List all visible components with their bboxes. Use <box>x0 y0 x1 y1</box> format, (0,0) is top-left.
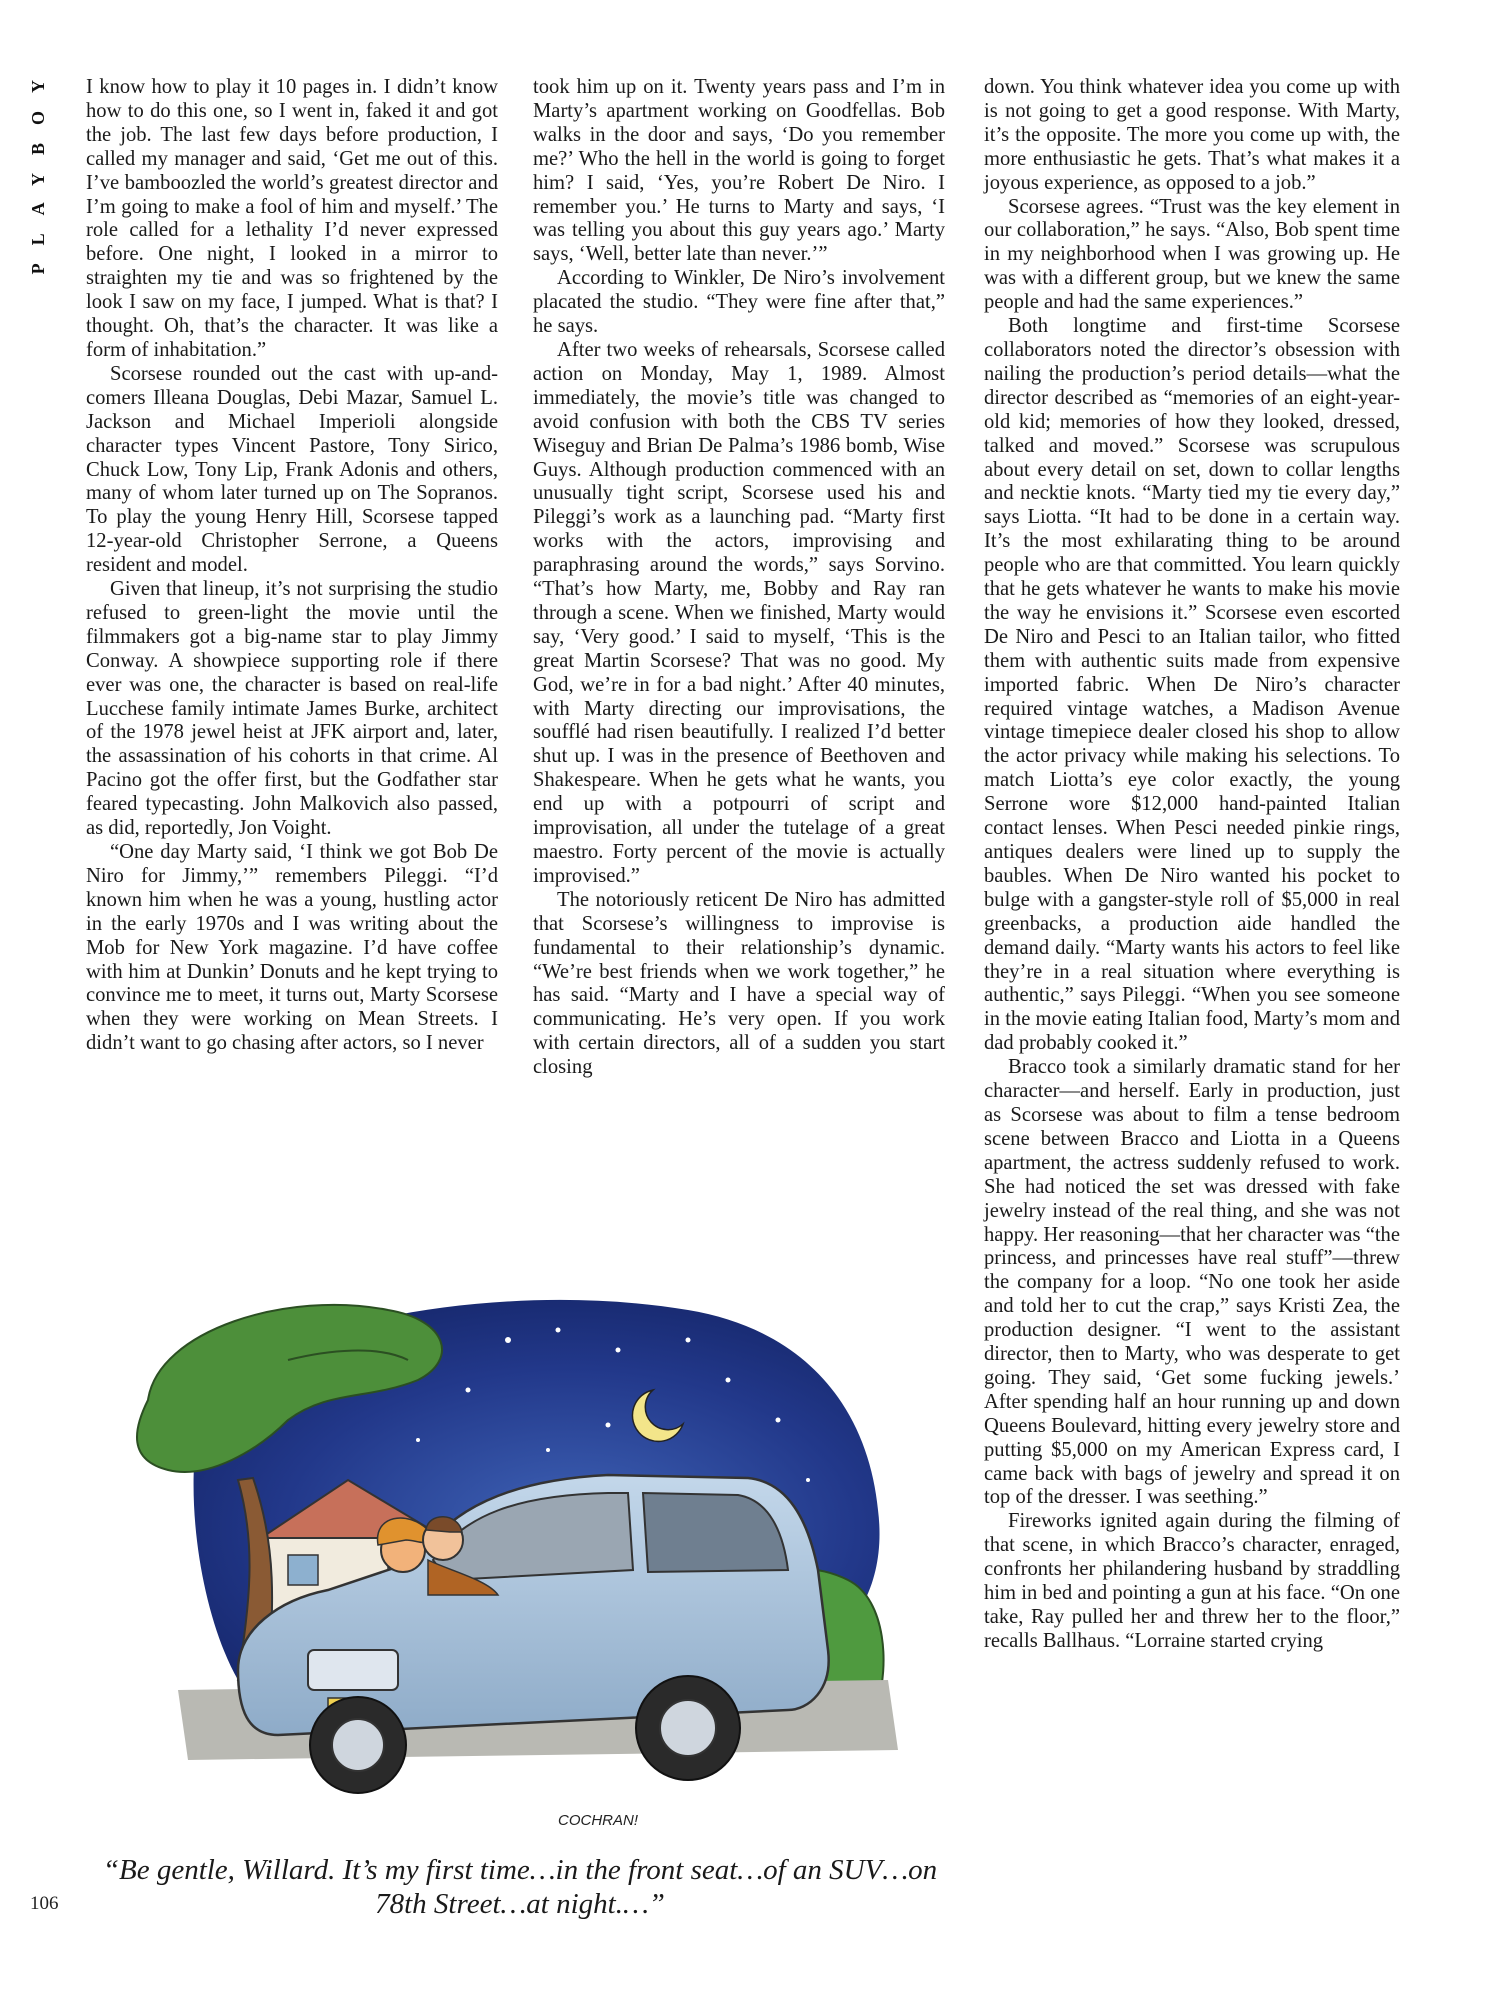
paragraph: Scorsese agrees. “Trust was the key element in our collaboration,” he says. “Also, Bob spent time in my neighborhood when I was growing up. He was with a different group, but we knew the same people and had the same experiences.” <box>984 195 1400 314</box>
paragraph: Fireworks ignited again during the filming of that scene, in which Bracco’s character, enraged, confronts her philandering husband by straddling him in bed and pointing a gun at his face. “On one take, Ray pulled her and threw her to the floor,” recalls Ballhaus. “Lorraine started crying <box>984 1510 1400 1652</box>
paragraph: After two weeks of rehearsals, Scorsese called action on Monday, May 1, 1989. Almost immediately, the movie’s title was changed to avoid confusion with both the CBS TV series Wiseguy and Brian De Palma’s 1986 bomb, Wise Guys. Although production commenced with an unusually tight script, Scorsese used his and Pileggi’s work as a launching pad. “Marty first works with the actors, improvising and paraphrasing around the words,” says Sorvino. “That’s how Marty, me, Bobby and Ray ran through a scene. When we finished, Marty would say, ‘Very good.’ I said to myself, ‘This is the great Martin Scorsese? That was no good. My God, we’re in for a bad night.’ After 40 minutes, with Marty directing our improvisations, the soufflé had risen beautifully. I realized I’d better shut up. I was in the presence of Beethoven and Shakespeare. When he gets what he wants, you end up with a potpourri of script and improvisation, all under the tutelage of a great maestro. Forty percent of the movie is actually improvised.” <box>533 338 945 887</box>
paragraph: down. You think whatever idea you come up with is not going to get a good response. With Marty, it’s the opposite. The more you come up with, the more enthusiastic he gets. That’s what makes it a joyous experience, as opposed to a job.” <box>984 76 1400 194</box>
page-number: 106 <box>30 1893 59 1914</box>
article-column-3 <box>984 76 1400 1654</box>
paragraph: Scorsese rounded out the cast with up-and-comers Illeana Douglas, Debi Mazar, Samuel L. Jackson and Michael Imperioli alongside character types Vincent Pastore, Tony Sirico, Chuck Low, Tony Lip, Frank Adonis and others, many of whom later turned up on The Sopranos. To play the young Henry Hill, Scorsese tapped 12-year-old Christopher Serrone, a Queens resident and model. <box>86 362 498 577</box>
masthead: PLAYBOY <box>28 62 48 275</box>
paragraph: The notoriously reticent De Niro has admitted that Scorsese’s willingness to improvise is fundamental to their relationship’s dynamic. “We’re best friends when we work together,” he has said. “Marty and I have a special way of communicating. He’s very open. If you work with certain directors, all of a sudden you start closing <box>533 888 945 1079</box>
paragraph: I know how to play it 10 pages in. I didn’t know how to do this one, so I went in, faked it and got the job. The last few days before production, I called my manager and said, ‘Get me out of this. I’ve bamboozled the world’s greatest director and I’m going to make a fool of him and myself.’ The role called for a lethality I’d never expressed before. One night, I looked in a mirror to straighten my tie and was so frightened by the look I saw on my face, I jumped. What is that? I thought. Oh, that’s the character. It was like a form of inhabitation.” <box>86 76 498 361</box>
cartoon-caption: “Be gentle, Willard. It’s my first time…in the front seat…of an SUV…on 78th Street…at night.…” <box>102 1854 938 1920</box>
paragraph: According to Winkler, De Niro’s involvement placated the studio. “They were fine after that,” he says. <box>533 267 945 338</box>
cartoon-illustration <box>88 1250 948 1840</box>
paragraph: Both longtime and first-time Scorsese collaborators noted the director’s obsession with nailing the production’s period details—what the director described as “memories of an eight-year-old kid; memories of how they looked, dressed, talked and moved.” Scorsese was scrupulous about every detail on set, down to collar lengths and necktie knots. “Marty tied my tie every day,” says Liotta. “It had to be done in a certain way. It’s the most exhilarating thing to be around people who are that committed. You learn quickly that he gets whatever he wants to make his movie the way he envisions it.” Scorsese even escorted De Niro and Pesci to an Italian tailor, who fitted them with authentic suits made from expensive imported fabric. When De Niro’s character required vintage watches, a Madison Avenue vintage timepiece dealer closed his shop to allow the actor privacy while making his selections. To match Liotta’s eye color exactly, the young Serrone wore $12,000 hand-painted Italian contact lenses. When Pesci needed pinkie rings, antiques dealers were lined up to supply the baubles. When De Niro wanted his pocket to bulge with a gangster-style roll of $5,000 in real greenbacks, a production aide handled the demand daily. “Marty wants his actors to feel like they’re in a real situation where everything is authentic,” says Pileggi. “When you see someone in the movie eating Italian food, Marty’s mom and dad probably cooked it.” <box>984 315 1400 1055</box>
paragraph: “One day Marty said, ‘I think we got Bob De Niro for Jimmy,’” remembers Pileggi. “I’d known him when he was a young, hustling actor in the early 1970s and I was writing about the Mob for New York magazine. I’d have coffee with him at Dunkin’ Donuts and he kept trying to convince me to meet, it turns out, Marty Scorsese when they were working on Mean Streets. I didn’t want to go chasing after actors, so I never <box>86 841 498 1055</box>
article-column-1 <box>86 76 498 1056</box>
article-column-2 <box>533 76 945 1080</box>
paragraph: took him up on it. Twenty years pass and I’m in Marty’s apartment working on Goodfellas. Bob walks in the door and says, ‘Do you remember me?’ Who the hell in the world is going to forget him? I said, ‘Yes, you’re Robert De Niro. I remember you.’ He turns to Marty and says, ‘I was telling you about this guy years ago.’ Marty says, ‘Well, better late than never.’” <box>533 76 945 266</box>
paragraph: Bracco took a similarly dramatic stand for her character—and herself. Early in production, just as Scorsese was about to film a tense bedroom scene between Bracco and Liotta in a Queens apartment, the actress suddenly refused to work. She had noticed the set was dressed with fake jewelry instead of the real thing, and she was not happy. Her reasoning—that her character was “the princess, and princesses have real stuff”—threw the company for a loop. “No one took her aside and told her to cut the crap,” says Kristi Zea, the production designer. “I went to the assistant director, then to Marty, who was desperate to get going. They said, ‘Get some fucking jewels.’ After spending half an hour running up and down Queens Boulevard, hitting every jewelry store and putting $5,000 on my American Express card, I came back with bags of jewelry and spread it on top of the dresser. I was seething.” <box>984 1056 1400 1509</box>
paragraph: Given that lineup, it’s not surprising the studio refused to green-light the movie until the filmmakers got a big-name star to play Jimmy Conway. A showpiece supporting role if there ever was one, the character is based on real-life Lucchese family intimate James Burke, architect of the 1978 jewel heist at JFK airport and, later, the assassination of his cohorts in that crime. Al Pacino got the offer first, but the Godfather star feared typecasting. John Malkovich also passed, as did, reportedly, Jon Voight. <box>86 578 498 840</box>
artist-signature: COCHRAN! <box>558 1812 639 1829</box>
